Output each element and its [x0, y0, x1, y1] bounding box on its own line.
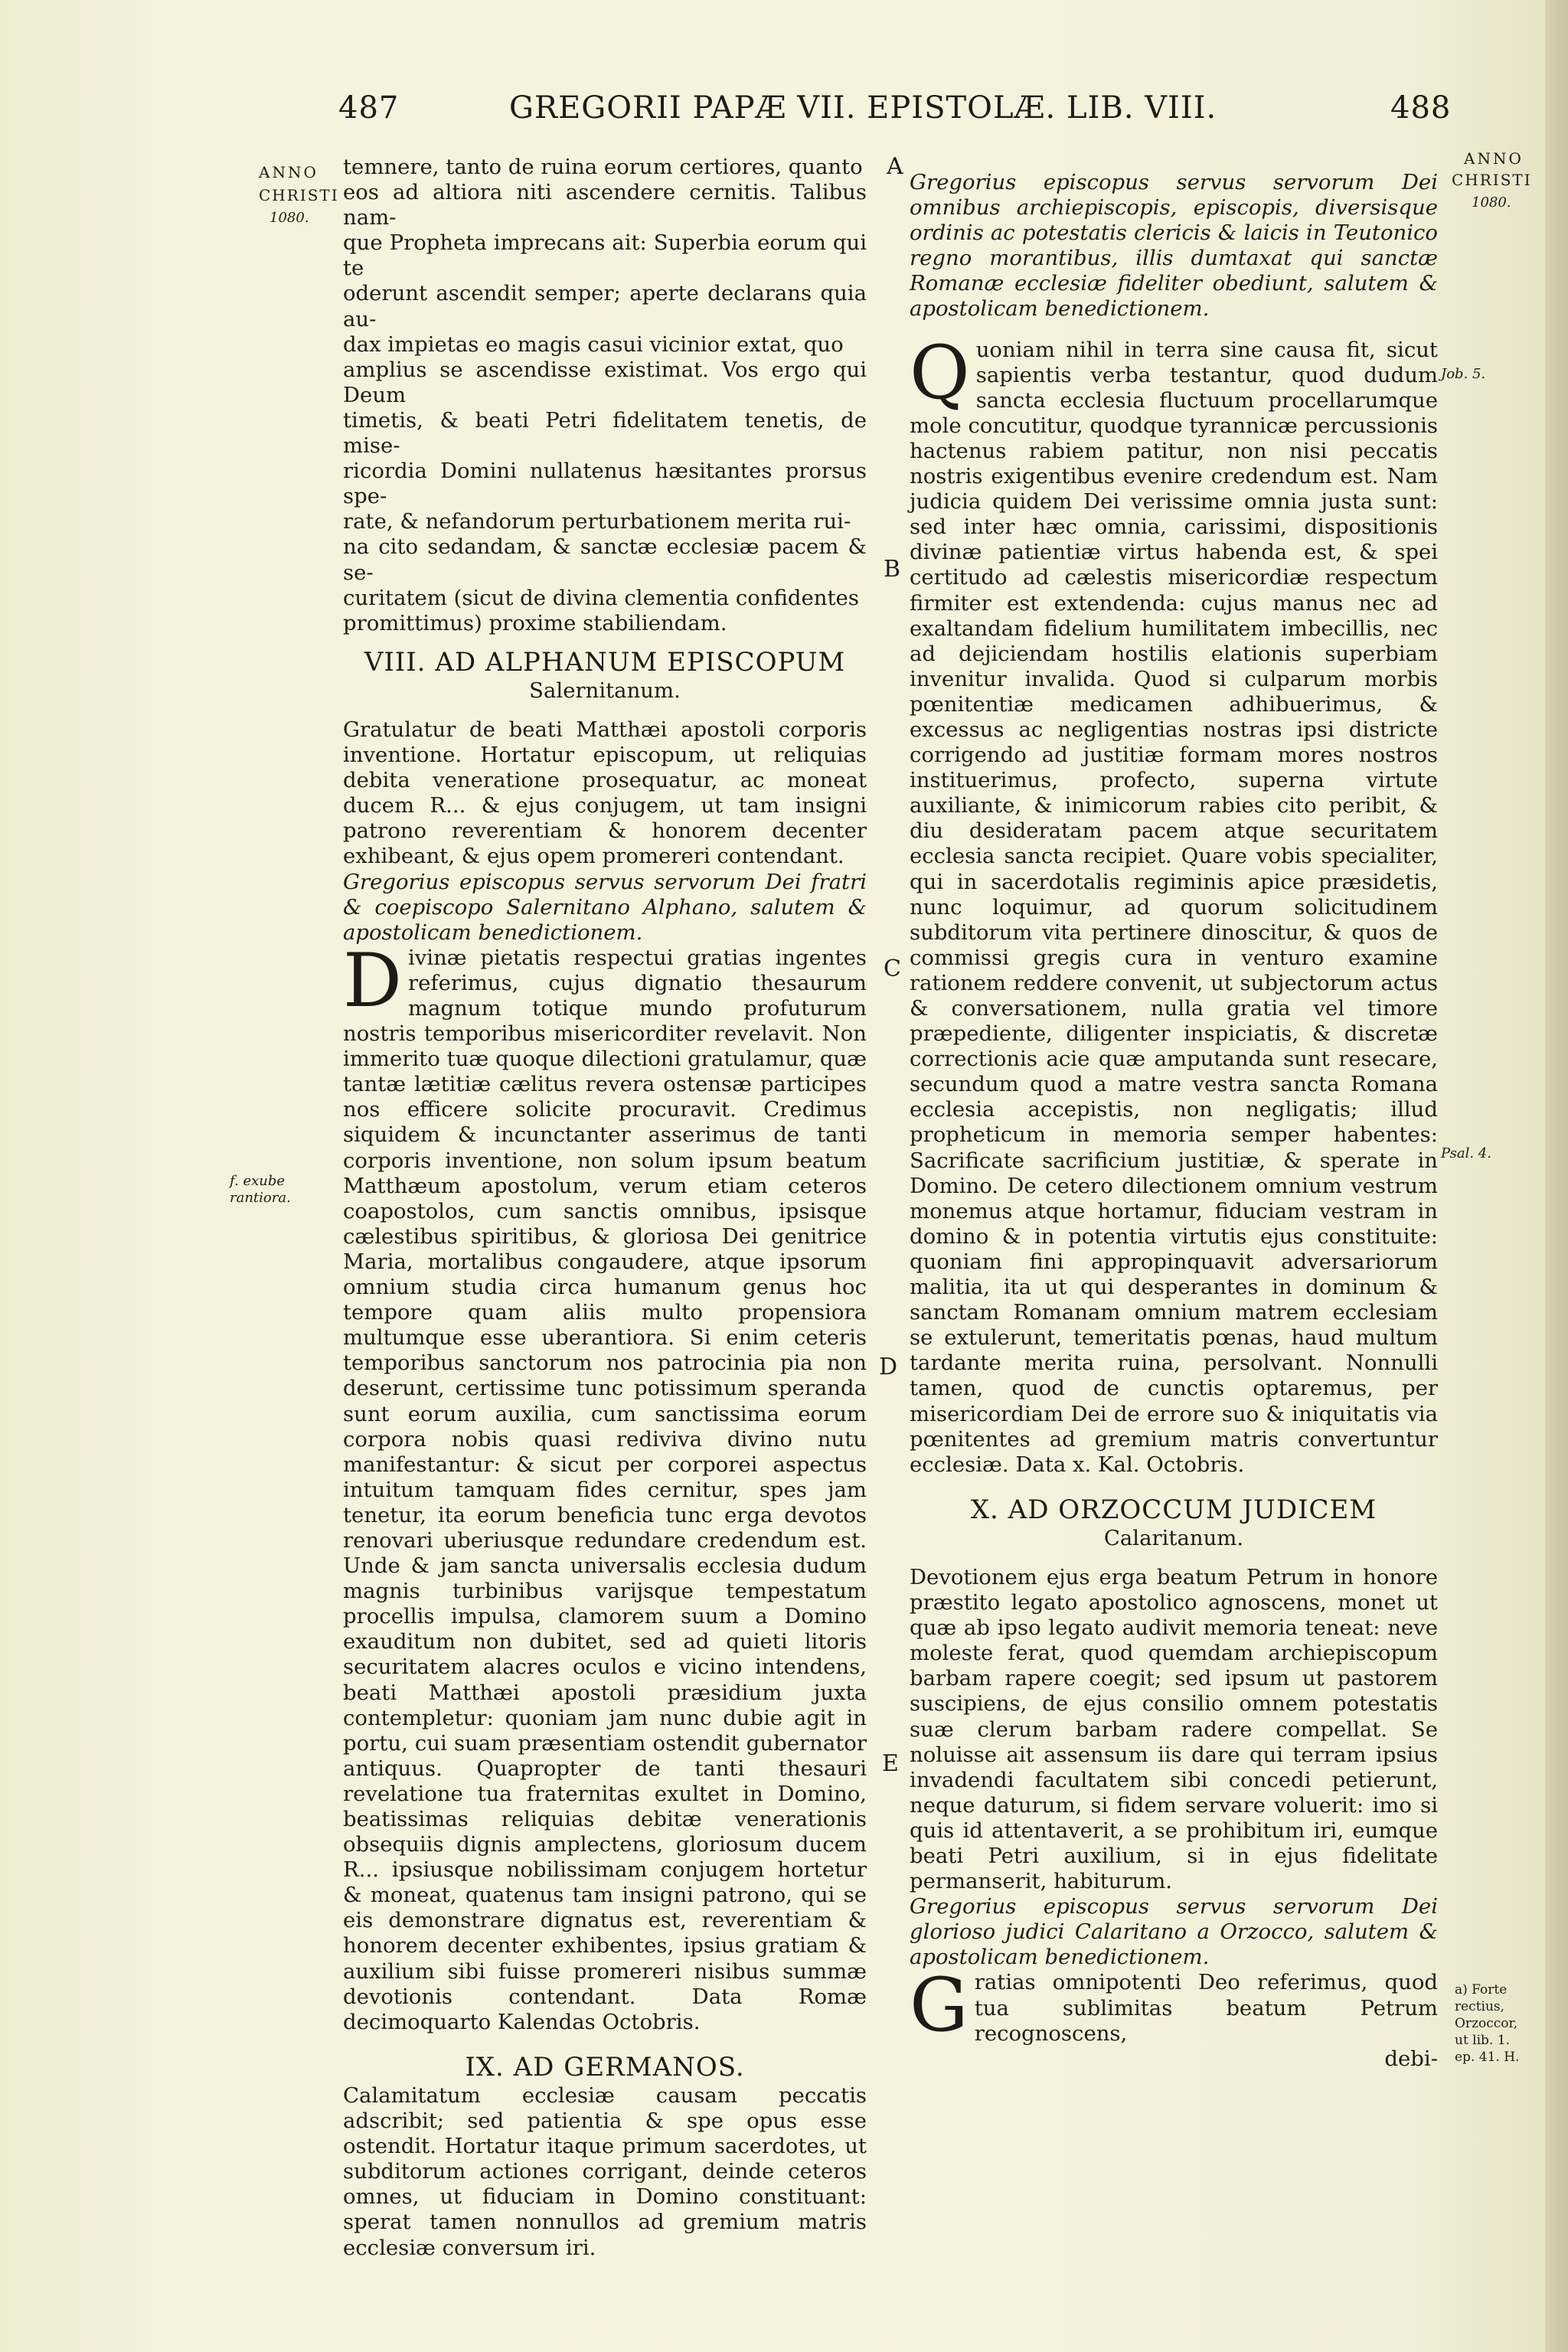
section-ix-summary: Calamitatum ecclesiæ causam peccatis adscribit; sed patientia & spe opus esse ostendit. Hortatur itaque primum sacerdotes, ut subditorum actiones corrigant, deinde ceteros omnes, ut fiduciam in Domino constituant: sperat tamen nonnullos ad gremium matris ecclesiæ conversum iri. [343, 2082, 867, 2260]
section-letter-c: C [884, 956, 901, 982]
right-margin-christi: CHRISTI [1452, 171, 1532, 189]
right-margin-year: 1080. [1472, 194, 1511, 211]
section-viii-body-text: ivinæ pietatis respectui gratias ingentes referimus, cujus dignatio thesaurum magnum totique mundo profuturum nostris temporibus misericorditer revelavit. Non immerito tuæ quoque dilectioni gratulamur, quæ tantæ lætitiæ cælitus revera ostensæ participes nos efficere solicite procuravit. Credimus siquidem & incunctanter asserimus de tanti corporis inventione, non solum ipsum beatum Matthæum apostolum, verum etiam ceteros coapostolos, cum sanctis omnibus, ipsisque cælestibus spiritibus, & gloriosa Dei genitrice Maria, mortalibus congaudere, atque ipsorum omnium studia circa humanum genus hoc tempore quam aliis multo propensiora multumque esse uberantiora. Si enim ceteris temporibus sanctorum nos patrocinia pia non deserunt, certissime tunc potissimum speranda sunt eorum auxilia, cum sanctissima eorum corpora nobis quasi rediviva divino nutu manifestantur: & sicut per corporei aspectus intuitum tamquam fides cernitur, spes jam tenetur, ita eorum beneficia tunc erga devotos renovari uberiusque redundare credendum est. Unde & jam sancta universalis ecclesia dudum magnis turbinibus varijsque tempestatum procellis impulsa, clamorem suum a Domino exauditum non dubitet, sed ad quieti litoris securitatem alacres oculos e vicino intendens, beati Matthæi apostoli præsidium juxta contempletur: quoniam jam nunc dubie agit in portu, cui suam præsentiam ostendit gubernator antiquus. Quapropter de tanti thesauri revelatione tua fraternitas exultet in Domino, beatissimas reliquias debitæ venerationis obsequiis dignis amplectens, gloriosum ducem R... ipsiusque nobilissimam conjugem hortetur & moneat, quatenus tam insigni patrono, qui se eis demonstrare dignatus est, reverentiam & honorem decenter exhibentes, ipsius gratiam & auxilium sibi fuisse promereri nisibus summæ devotionis contendant. Data Romæ decimoquarto Kalendas Octobris. [343, 945, 867, 2034]
continuation-line-12: promittimus) proxime stabiliendam. [343, 610, 727, 635]
continuation-line-2: eos ad altiora niti ascendere cernitis. Talibus nam- [343, 180, 867, 230]
continuation-line-1: temnere, tanto de ruina eorum certiores, quanto [343, 155, 863, 179]
running-header [337, 90, 1455, 152]
running-title: GREGORII PAPÆ VII. EPISTOLÆ. LIB. VIII. [509, 90, 1217, 126]
right-margin-anno: ANNO [1464, 149, 1524, 168]
right-margin-job-reference: Job. 5. [1441, 366, 1486, 382]
right-margin-footnote: a) Forte rectius, Orzoccor, ut lib. 1. ep. 41. H. [1455, 1982, 1520, 2065]
section-ix-drop-cap: Q [910, 329, 970, 416]
continuation-line-5: dax impietas eo magis casui vicinior extat, quo [343, 332, 844, 357]
continuation-line-10: na cito sedandam, & sanctæ ecclesiæ pacem & se- [343, 534, 867, 585]
section-letter-b: B [884, 556, 901, 583]
right-margin-psalm-reference: Psal. 4. [1441, 1145, 1491, 1161]
section-viii-subheading: Salernitanum. [529, 678, 681, 703]
left-margin-year: 1080. [270, 210, 309, 226]
section-viii-heading: VIII. AD ALPHANUM EPISCOPUM [364, 646, 846, 678]
section-ix-inscriptio: Gregorius episcopus servus servorum Dei omnibus archiepiscopis, episcopis, diversisque ordinis ac potestatis clericis & laicis in Teutonico regno morantibus, illis dumtaxat qui sanctæ Romanæ ecclesiæ fideliter obediunt, salutem & apostolicam benedictionem. [910, 170, 1438, 322]
section-letter-e: E [882, 1750, 899, 1777]
continuation-line-11: curitatem (sicut de divina clementia confidentes [343, 585, 859, 610]
section-viii-letter-body [343, 937, 867, 2035]
left-margin-christi: CHRISTI [259, 186, 339, 204]
section-x-letter-body [910, 1962, 1438, 2049]
left-margin-anno: ANNO [259, 163, 318, 181]
section-ix-body-text: uoniam nihil in terra sine causa fit, sicut sapientis verba testantur, quod dudum sancta ecclesia fluctuum procellarumque mole concutitur, quodque tyrannicæ percussionis hactenus rabiem patitur, non nisi peccatis nostris exigentibus evenire credendum est. Nam judicia quidem Dei verissime omnia justa sunt: sed inter hæc omnia, carissimi, dispositionis divinæ patientiæ virtus habenda est, & spei certitudo ad cælestis misericordiæ respectum firmiter est extendenda: cujus manus nec ad exaltandam fidelium humilitatem imbecillis, nec ad dejiciendam hostilis elationis superbiam invenitur invalida. Quod si culparum morbis pœnitentiæ medicamen adhibuerimus, & excessus ac negligentias nostras ipsi districte corrigendo ad justitiæ formam mores nostros instituerimus, profecto, superna virtute auxiliante, & inimicorum rabies cito peribit, & diu desideratam pacem atque securitatem ecclesia sancta recipiet. Quare vobis specialiter, qui in sacerdotalis regiminis apice præsidetis, nunc loquimur, ad quorum solicitudinem subditorum vita pertinere dinoscitur, & quos de commissi gregis cura in venturo examine rationem reddere convenit, ut subjectorum actus & conversationem, nulla gratia vel timore præpediente, diligenter inspiciatis, & discretæ correctionis acie quæ amputanda sunt resecare, secundum quod a matre vestra sancta Romana ecclesia accepistis, non negligatis; illud propheticum in memoria semper habentes: Sacrificate sacrificium justitiæ, & sperate in Domino. De cetero dilectionem omnium vestrum monemus atque hortamur, fiduciam vestram in domino & in potentia virtutis ejus constituite: quoniam fini appropinquavit adversariorum malitia, ita ut qui desperantes in dominum & sanctam Romanam omnium matrem ecclesiam se extulerunt, temeritatis pœnas, haud multum tardante merita ruina, persolvant. Nonnulli tamen, quod de cunctis optaremus, per misericordiam Dei de errore suo & iniquitatis via pœnitentes ad gremium matris convertuntur ecclesiæ. Data x. Kal. Octobris. [910, 337, 1438, 1477]
page-edge [1545, 0, 1568, 2352]
left-page-number: 487 [338, 90, 400, 126]
continuation-line-8: ricordia Domini nullatenus hæsitantes prorsus spe- [343, 459, 867, 509]
section-ix-heading: IX. AD GERMANOS. [465, 2051, 745, 2082]
right-page-number: 488 [1390, 90, 1452, 126]
section-x-subheading: Calaritanum. [1103, 1525, 1244, 1550]
section-x-summary: Devotionem ejus erga beatum Petrum in honore præstito legato apostolico agnoscens, monet ut quæ ab ipso legato audivit memoria teneat: neve moleste ferat, quod quemdam archiepiscopum barbam rapere coegit; sed ipsum ut pastorem suscipiens, de ejus consilio omnem potestatis suæ clerum barbam radere compellat. Se noluisse ait assensum iis dare qui terram ipsius invadendi facultatem sibi concedi petierunt, neque daturum, si fidem servare voluerit: imo si quis id attentaverit, a se prohibitum iri, eumque beati Petri auxilium, si in ejus fidelitate permanserit, habiturum. [910, 1564, 1438, 1894]
catchword: debi- [1384, 2046, 1438, 2071]
section-x-inscriptio: Gregorius episcopus servus servorum Dei glorioso judici Calaritano a Orzocco, salutem & apostolicam benedictionem. [910, 1894, 1438, 1970]
continuation-line-4: oderunt ascendit semper; aperte declarans quia au- [343, 281, 867, 332]
section-viii-summary: Gratulatur de beati Matthæi apostoli corporis inventione. Hortatur episcopum, ut reliquias debita veneratione prosequatur, ac moneat ducem R... & ejus conjugem, ut tam insigni patrono reverentiam & honorem decenter exhibeant, & ejus opem promereri contendant. [343, 717, 867, 869]
section-x-body-text: ratias omnipotenti Deo referimus, quod tua sublimitas beatum Petrum recognoscens, [974, 1970, 1438, 2046]
section-viii-inscriptio: Gregorius episcopus servus servorum Dei fratri & coepiscopo Salernitano Alphano, salutem & apostolicam benedictionem. [343, 869, 867, 945]
continuation-line-7: timetis, & beati Petri fidelitatem tenetis, de mise- [343, 407, 867, 459]
section-letter-d: D [879, 1354, 898, 1380]
section-letter-a: A [887, 153, 903, 180]
continuation-line-3: que Propheta imprecans ait: Superbia eorum qui te [343, 230, 867, 281]
section-x-heading: X. AD ORZOCCUM JUDICEM [970, 1494, 1377, 1525]
continuation-line-6: amplius se ascendisse existimat. Vos ergo qui Deum [343, 357, 867, 407]
right-column [910, 170, 1438, 2072]
continuation-line-9: rate, & nefandorum perturbationem merita rui- [343, 509, 851, 534]
section-x-drop-cap: G [910, 1962, 969, 2049]
left-column [343, 155, 867, 2261]
section-ix-letter-body [910, 329, 1438, 1478]
left-margin-variant-note: f. exube rantiora. [230, 1173, 291, 1206]
section-viii-drop-cap: D [343, 937, 402, 1024]
